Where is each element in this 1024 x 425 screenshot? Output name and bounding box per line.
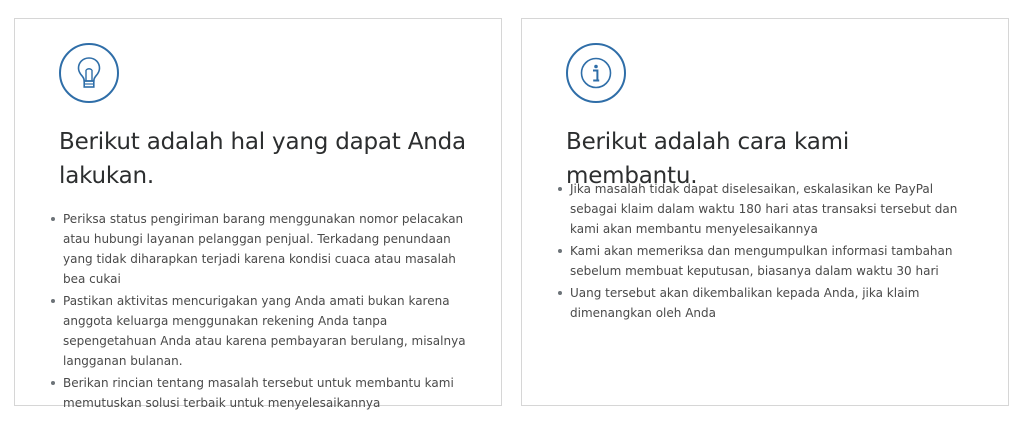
info-icon xyxy=(566,43,626,103)
advice-list xyxy=(47,209,473,415)
list-item: Uang tersebut akan dikembalikan kepada Anda, jika klaim dimenangkan oleh Anda xyxy=(570,283,980,323)
lightbulb-icon xyxy=(59,43,119,103)
list-item: Jika masalah tidak dapat diselesaikan, eskalasikan ke PayPal sebagai klaim dalam waktu 180 hari atas transaksi tersebut dan kami akan membantu menyelesaikannya xyxy=(570,179,980,239)
list-item: Periksa status pengiriman barang menggunakan nomor pelacakan atau hubungi layanan pelanggan penjual. Terkadang penundaan yang tidak diharapkan terjadi karena kondisi cuaca atau masalah bea cukai xyxy=(63,209,473,289)
card-heading: Berikut adalah cara kami membantu. xyxy=(566,129,850,189)
card-heading: Berikut adalah hal yang dapat Anda lakukan. xyxy=(59,129,466,189)
help-steps-list xyxy=(554,179,980,325)
how-we-help-card xyxy=(521,18,1009,406)
list-item: Berikan rincian tentang masalah tersebut untuk membantu kami memutuskan solusi terbaik untuk menyelesaikannya xyxy=(63,373,473,413)
list-item: Kami akan memeriksa dan mengumpulkan informasi tambahan sebelum membuat keputusan, biasanya dalam waktu 30 hari xyxy=(570,241,980,281)
list-item: Pastikan aktivitas mencurigakan yang Anda amati bukan karena anggota keluarga menggunakan rekening Anda tanpa sepengetahuan Anda atau karena pembayaran berulang, misalnya langganan bulanan. xyxy=(63,291,473,371)
what-you-can-do-card xyxy=(14,18,502,410)
